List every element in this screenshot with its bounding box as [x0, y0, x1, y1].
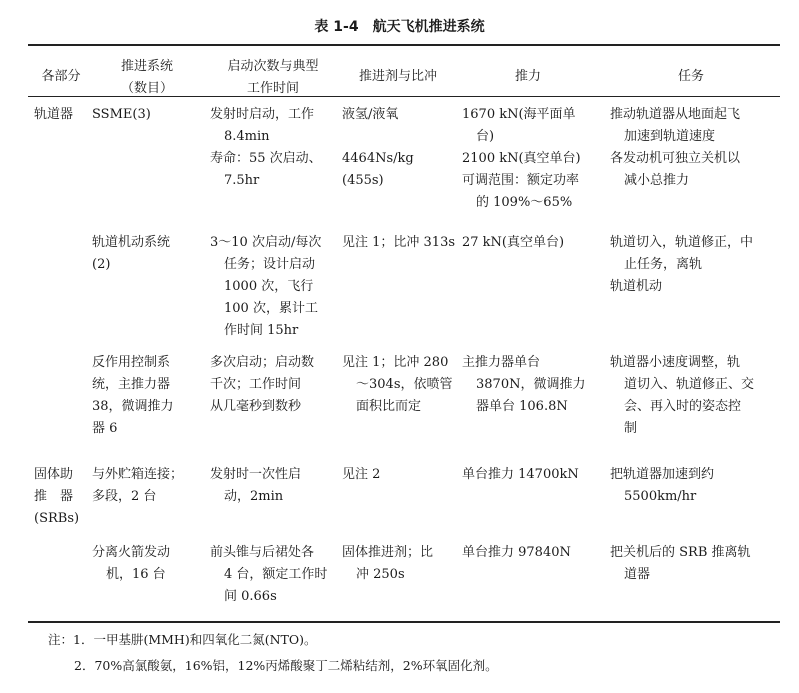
- cell-propellant: 固体推进剂；比 冲 250s: [342, 545, 434, 582]
- cell-thrust: 1670 kN(海平面单 台) 2100 kN(真空单台) 可调范围：额定功率 的 109%～65%: [462, 107, 581, 210]
- cell-system: SSME(3): [92, 107, 151, 122]
- header-propellant: 推进剂与比冲: [358, 69, 437, 84]
- cell-system: 反作用控制系 统，主推力器 38，微调推力 器 6: [92, 355, 174, 436]
- top-rule: [28, 44, 780, 46]
- cell-starts: 多次启动；启动数 千次；工作时间 从几毫秒到数秒: [210, 355, 315, 414]
- cell-system: 轨道机动系统 (2): [92, 235, 171, 272]
- bottom-rule: [28, 621, 780, 623]
- footnote-2: 2．70%高氯酸氨，16%铝，12%丙烯酸聚丁二烯粘结剂，2%环氧固化剂。: [74, 658, 498, 673]
- cell-thrust: 单台推力 97840N: [462, 545, 571, 560]
- footnote-1: 注：1．一甲基肼(MMH)和四氧化二氮(NTO)。: [48, 632, 317, 647]
- cell-thrust: 单台推力 14700kN: [462, 467, 579, 482]
- table-title: 表 1-4 航天飞机推进系统: [314, 19, 485, 35]
- header-thrust: 推力: [514, 69, 541, 84]
- header-part: 各部分: [41, 69, 81, 84]
- header-mission: 任务: [677, 69, 704, 84]
- cell-mission: 把轨道器加速到约 5500km/hr: [610, 467, 715, 504]
- cell-system: 与外贮箱连接； 多段，2 台: [92, 467, 184, 504]
- cell-starts: 3～10 次启动/每次 任务；设计启动 1000 次，飞行 100 次，累计工 作时间 15hr: [210, 235, 322, 338]
- cell-mission: 轨道器小速度调整，轨 道切入、轨道修正、交 会、再入时的姿态控 制: [610, 355, 755, 436]
- cell-starts: 发射时一次性启 动，2min: [210, 467, 302, 504]
- cell-thrust: 主推力器单台 3870N，微调推力 器单台 106.8N: [462, 355, 586, 414]
- cell-propellant: 液氢/液氧 4464Ns/kg (455s): [342, 107, 414, 188]
- cell-propellant: 见注 1；比冲 280 ～304s，依喷管 面积比而定: [342, 355, 453, 414]
- cell-starts: 发射时启动，工作 8.4min 寿命：55 次启动、 7.5hr: [210, 107, 322, 188]
- cell-mission: 把关机后的 SRB 推离轨 道器: [610, 545, 751, 582]
- cell-thrust: 27 kN(真空单台): [462, 235, 565, 250]
- cell-propellant: 见注 1；比冲 313s: [342, 235, 456, 250]
- header-starts: 启动次数与典型 工作时间: [227, 59, 319, 96]
- cell-starts: 前头锥与后裙处各 4 台，额定工作时 间 0.66s: [210, 545, 328, 604]
- header-system: 推进系统 （数目）: [120, 59, 173, 96]
- cell-mission: 轨道切入，轨道修正，中 止任务，离轨 轨道机动: [610, 235, 754, 294]
- cell-system: 分离火箭发动 机，16 台: [92, 545, 171, 582]
- cell-part: 固体助 推 器 (SRBs): [34, 467, 80, 526]
- cell-propellant: 见注 2: [342, 467, 381, 482]
- cell-part: 轨道器: [34, 107, 74, 122]
- cell-mission: 推动轨道器从地面起飞 加速到轨道速度 各发动机可独立关机以 减小总推力: [610, 107, 741, 188]
